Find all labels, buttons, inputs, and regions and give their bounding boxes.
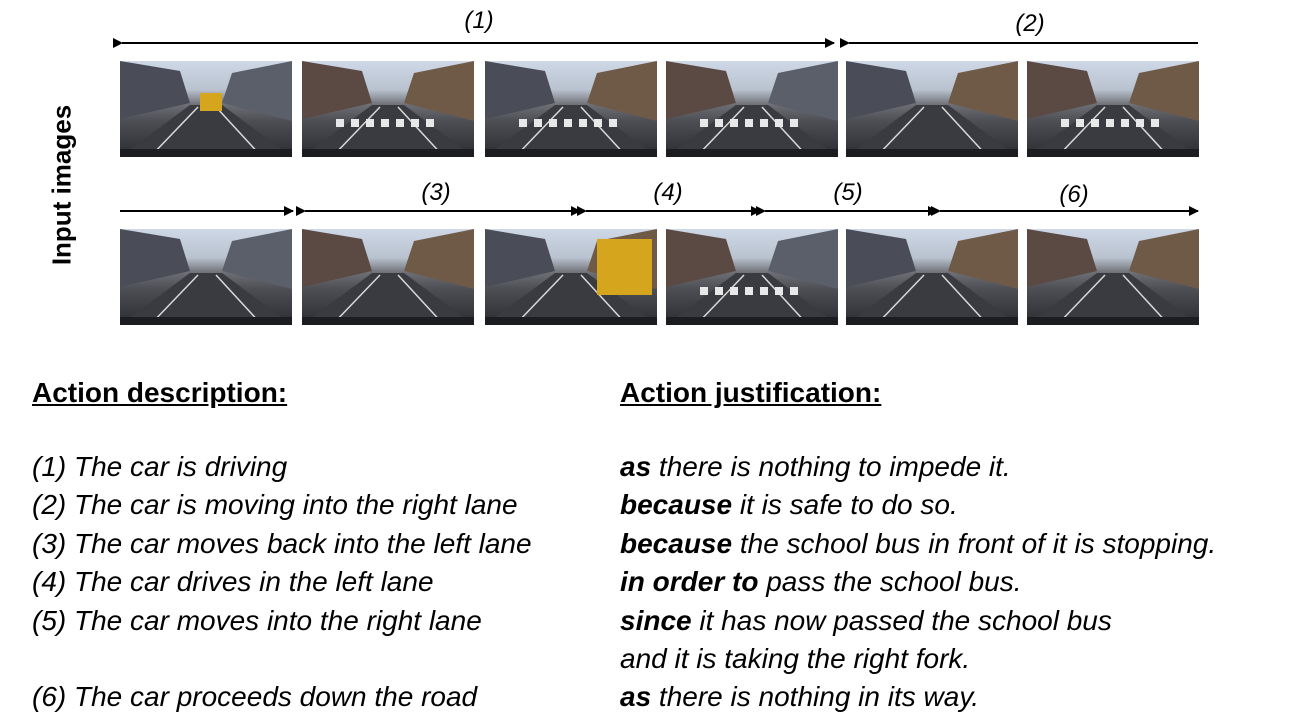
action-description-1: (1) The car is driving [32, 451, 288, 482]
input-image-frame [120, 61, 292, 157]
input-image-frame [302, 61, 474, 157]
justification-text: and it is taking the right fork. [620, 643, 971, 674]
input-image-frame [1027, 229, 1199, 325]
input-image-frame [302, 229, 474, 325]
justification-text: it is safe to do so. [732, 489, 958, 520]
action-description-3: (3) The car moves back into the left lane [32, 528, 532, 559]
justification-keyword: because [620, 528, 733, 559]
action-justification-5-continued [620, 643, 970, 675]
input-image-frame [846, 61, 1018, 157]
segment-label-2: (2) [1015, 10, 1045, 37]
action-description-6: (6) The car proceeds down the road [32, 681, 478, 712]
input-image-frame [1027, 61, 1199, 157]
justification-keyword: as [620, 451, 652, 482]
input-image-frame [485, 229, 657, 325]
action-justification-3 [620, 528, 1216, 560]
justification-keyword: because [620, 489, 733, 520]
action-justification-5 [620, 605, 1112, 637]
justification-text: the school bus in front of it is stopping. [732, 528, 1217, 559]
input-images-label: Input images [46, 104, 77, 266]
segment-label-6: (6) [1059, 181, 1089, 208]
input-image-frame [666, 229, 838, 325]
input-image-frame [485, 61, 657, 157]
input-image-frame [846, 229, 1018, 325]
input-image-frame [120, 229, 292, 325]
justification-text: there is nothing in its way. [651, 681, 980, 712]
justification-keyword: since [620, 605, 692, 636]
segment-label-3: (3) [421, 179, 451, 206]
justification-text: it has now passed the school bus [691, 605, 1112, 636]
justification-text: pass the school bus. [758, 566, 1022, 597]
justification-keyword: as [620, 681, 652, 712]
action-justification-1 [620, 451, 1011, 483]
action-justification-heading: Action justification: [620, 377, 882, 408]
justification-keyword: in order to [620, 566, 759, 597]
action-justification-4 [620, 566, 1022, 598]
segment-label-4: (4) [653, 179, 683, 206]
segment-label-1: (1) [464, 7, 494, 34]
segment-label-5: (5) [833, 179, 863, 206]
action-justification-2 [620, 489, 958, 521]
input-image-frame [666, 61, 838, 157]
action-description-heading: Action description: [32, 377, 288, 408]
justification-text: there is nothing to impede it. [651, 451, 1011, 482]
action-description-4: (4) The car drives in the left lane [32, 566, 434, 597]
action-justification-6 [620, 681, 979, 713]
action-description-5: (5) The car moves into the right lane [32, 605, 482, 636]
action-description-2: (2) The car is moving into the right lane [32, 489, 518, 520]
